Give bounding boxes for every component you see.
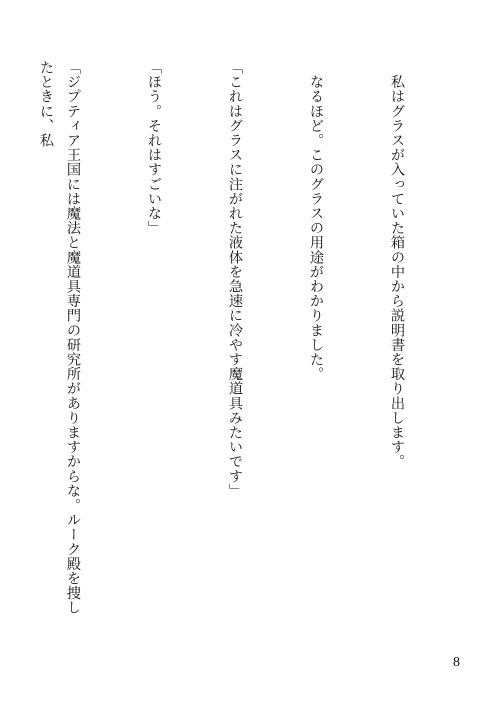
text-line: なるほど。このグラスの用途がわかりました。 xyxy=(308,60,324,382)
page-number: 8 xyxy=(453,655,460,670)
text-line: 「ジプティア王国には魔法と魔道具専門の研究所がありますからな。ルーク殿を捜したときに、私 xyxy=(38,60,81,615)
text-line: 「ほう。それはすごいな」 xyxy=(146,60,162,236)
text-line: 「これはグラスに注がれた液体を急速に冷やす魔道具みたいです」 xyxy=(227,60,243,498)
text-line: 私はグラスが入っていた箱の中から説明書を取り出します。 xyxy=(389,60,405,469)
vertical-text-block xyxy=(0,60,464,620)
